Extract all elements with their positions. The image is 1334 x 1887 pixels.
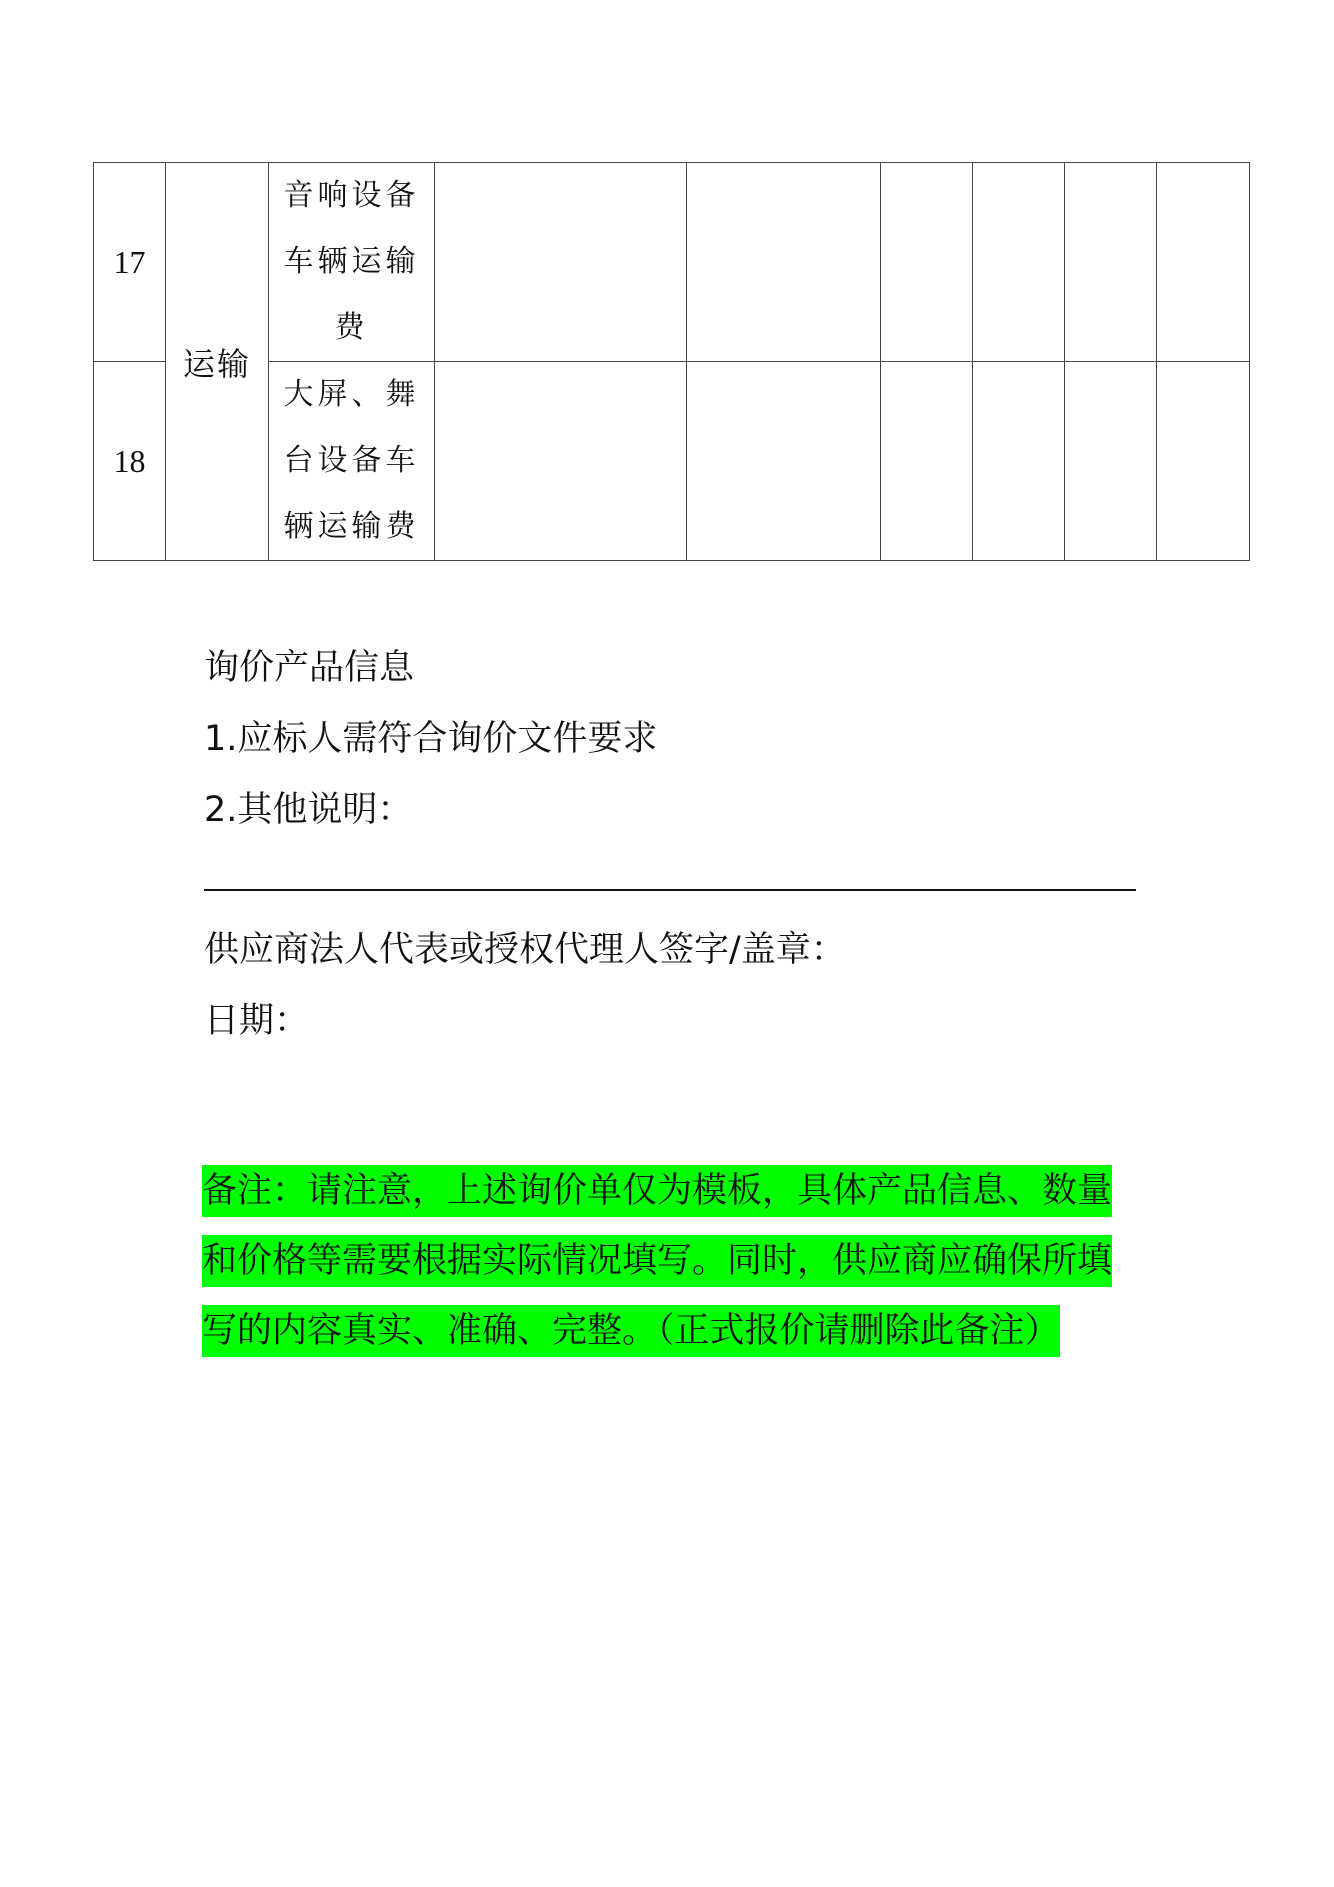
table-cell (1157, 163, 1250, 362)
signature-label: 供应商法人代表或授权代理人签字/盖章： (204, 930, 846, 970)
table-cell (435, 163, 687, 362)
row-number: 18 (94, 362, 166, 561)
table-row (94, 163, 1250, 362)
remark-highlight-text: 备注：请注意，上述询价单仅为模板，具体产品信息、数量和价格等需要根据实际情况填写。同时，供应商应确保所填写的内容真实、准确、完整。（正式报价请删除此备注） (202, 1165, 1112, 1357)
table-cell (973, 362, 1065, 561)
table-cell (881, 163, 973, 362)
table-cell (1065, 362, 1157, 561)
category-cell: 运输 (166, 163, 269, 561)
date-label: 日期： (204, 1001, 310, 1041)
table-cell (687, 362, 881, 561)
requirement-item-2: 2.其他说明： (204, 790, 413, 830)
table-cell (973, 163, 1065, 362)
item-name-cell: 大屏、舞 台设备车 辆运输费 (269, 362, 435, 561)
section-title: 询价产品信息 (204, 648, 415, 688)
quote-table (93, 162, 1250, 561)
fill-in-underline (204, 889, 1136, 891)
table-cell (687, 163, 881, 362)
table-cell (1065, 163, 1157, 362)
remark-note (202, 1156, 1140, 1366)
table-cell (1157, 362, 1250, 561)
item-name-cell: 音响设备 车辆运输 费 (269, 163, 435, 362)
table-cell (881, 362, 973, 561)
table-cell (435, 362, 687, 561)
row-number: 17 (94, 163, 166, 362)
requirement-item-1: 1.应标人需符合询价文件要求 (204, 719, 658, 759)
